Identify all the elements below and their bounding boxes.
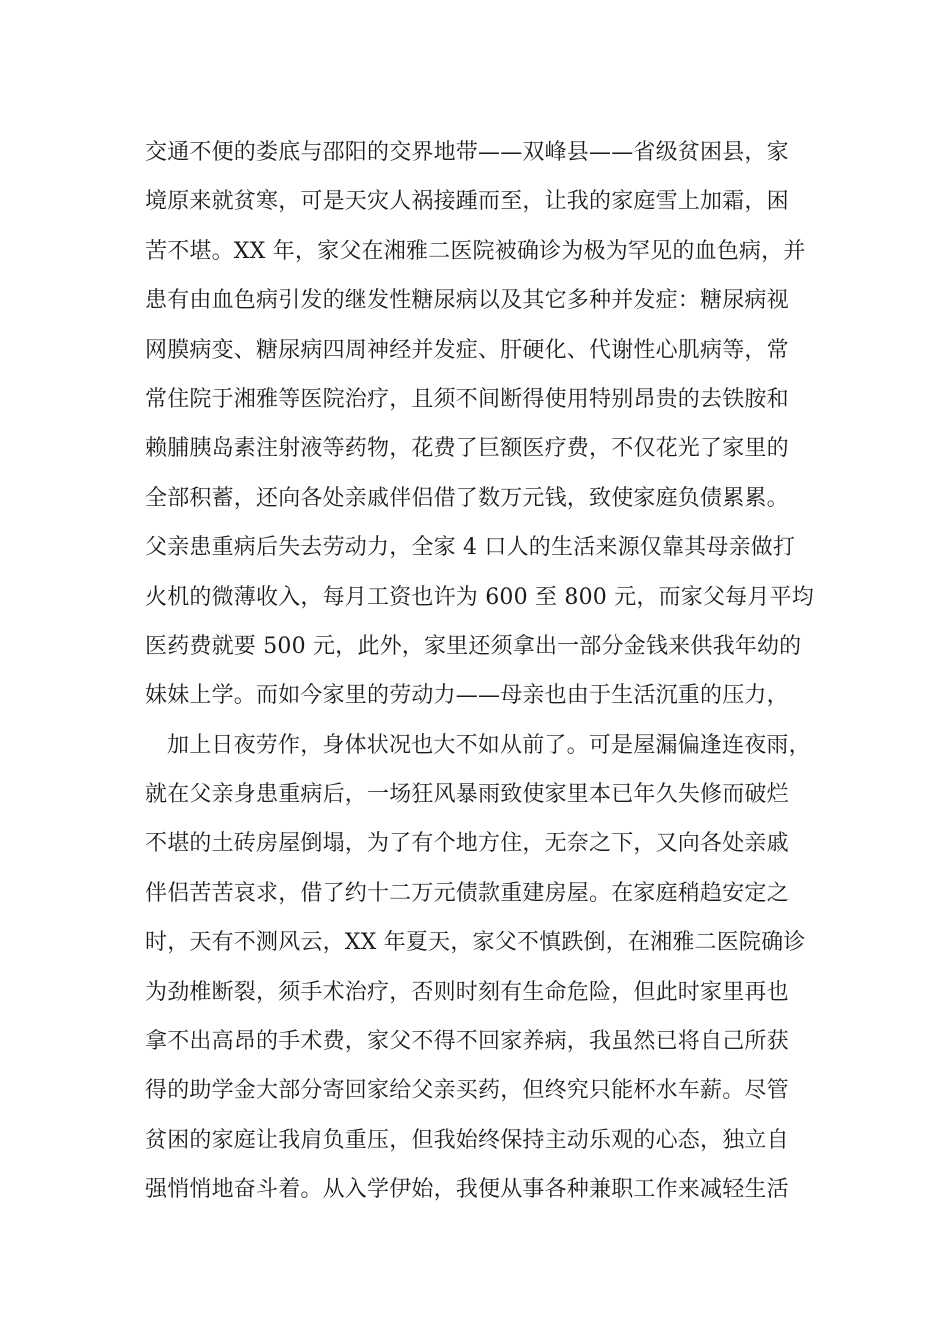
- text-line: 全部积蓄，还向各处亲戚伴侣借了数万元钱，致使家庭负债累累。: [145, 485, 789, 511]
- text-line: 妹妹上学。而如今家里的劳动力——母亲也由于生活沉重的压力，: [145, 683, 789, 709]
- text-line: 时，天有不测风云，XX 年夏天，家父不慎跌倒，在湘雅二医院确诊: [145, 930, 806, 956]
- text-line: 境原来就贫寒，可是天灾人祸接踵而至，让我的家庭雪上加霜，困: [145, 189, 789, 215]
- body-text: [145, 128, 845, 1215]
- text-line: 得的助学金大部分寄回家给父亲买药，但终究只能杯水车薪。尽管: [145, 1078, 789, 1104]
- text-line: 交通不便的娄底与邵阳的交界地带——双峰县——省级贫困县，家: [145, 140, 789, 165]
- paragraph-start-line: 加上日夜劳作，身体状况也大不如从前了。可是屋漏偏逢连夜雨，: [167, 732, 811, 758]
- text-line: 苦不堪。XX 年，家父在湘雅二医院被确诊为极为罕见的血色病，并: [145, 238, 806, 264]
- text-line: 赖脯胰岛素注射液等药物，花费了巨额医疗费，不仅花光了家里的: [145, 436, 789, 462]
- text-line: 医药费就要 500 元，此外，家里还须拿出一部分金钱来供我年幼的: [145, 633, 802, 659]
- text-line: 强悄悄地奋斗着。从入学伊始，我便从事各种兼职工作来减轻生活: [145, 1177, 789, 1203]
- text-line: 不堪的土砖房屋倒塌，为了有个地方住，无奈之下，又向各处亲戚: [145, 831, 789, 857]
- text-line: 贫困的家庭让我肩负重压，但我始终保持主动乐观的心态，独立自: [145, 1127, 789, 1153]
- text-line: 火机的微薄收入，每月工资也许为 600 至 800 元，而家父每月平均: [145, 584, 814, 610]
- text-line: 网膜病变、糖尿病四周神经并发症、肝硬化、代谢性心肌病等，常: [145, 337, 789, 363]
- text-line: 父亲患重病后失去劳动力，全家 4 口人的生活来源仅靠其母亲做打: [145, 535, 796, 561]
- text-line: 常住院于湘雅等医院治疗，且须不间断得使用特别昂贵的去铁胺和: [145, 386, 789, 412]
- text-line: 为劲椎断裂，须手术治疗，否则时刻有生命危险，但此时家里再也: [145, 979, 789, 1005]
- text-line: 患有由血色病引发的继发性糖尿病以及其它多种并发症：糖尿病视: [145, 288, 789, 314]
- text-line: 就在父亲身患重病后，一场狂风暴雨致使家里本已年久失修而破烂: [145, 782, 789, 808]
- text-line: 拿不出高昂的手术费，家父不得不回家养病，我虽然已将自己所获: [145, 1029, 789, 1055]
- text-line: 伴侣苦苦哀求，借了约十二万元债款重建房屋。在家庭稍趋安定之: [145, 880, 789, 906]
